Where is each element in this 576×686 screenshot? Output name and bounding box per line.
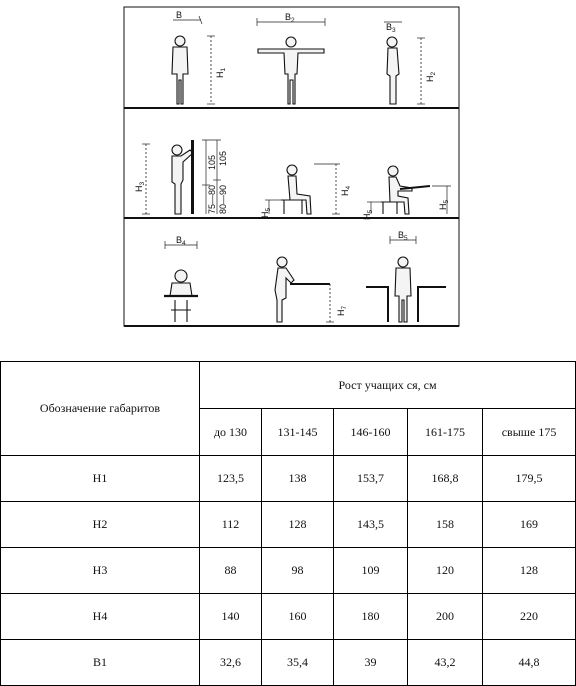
dimension-b3 bbox=[384, 22, 402, 34]
seated-figure-front bbox=[164, 270, 198, 322]
label-b3: $B_3$ bbox=[386, 22, 396, 34]
table-cell: 220 bbox=[483, 594, 576, 640]
table-row bbox=[1, 548, 576, 594]
dimension-h5-seat bbox=[260, 200, 281, 218]
dimension-h4 bbox=[314, 164, 352, 214]
column-header: свыше 175 bbox=[483, 409, 576, 456]
wall-board bbox=[191, 140, 194, 214]
seated-figure bbox=[281, 165, 311, 214]
table-cell: 35,4 bbox=[262, 640, 334, 686]
column-header: 131-145 bbox=[262, 409, 334, 456]
table-cell: 140 bbox=[200, 594, 262, 640]
dimension-h5-desk bbox=[432, 186, 451, 214]
standing-figure-arms-out bbox=[258, 37, 324, 104]
header-dimension-designation: Обозначение габаритов bbox=[1, 362, 200, 456]
row-label: H1 bbox=[1, 456, 200, 502]
table-cell: 128 bbox=[262, 502, 334, 548]
row-label: B1 bbox=[1, 640, 200, 686]
label-h4: $H_4$ bbox=[340, 185, 352, 196]
board-dimensions bbox=[202, 140, 228, 214]
dimension-b2 bbox=[257, 12, 325, 26]
table-cell: 138 bbox=[262, 456, 334, 502]
table-cell: 158 bbox=[408, 502, 483, 548]
table-cell: 120 bbox=[408, 548, 483, 594]
figure-drawing bbox=[0, 0, 576, 340]
table-cell: 160 bbox=[262, 594, 334, 640]
standing-figure-side bbox=[387, 37, 399, 104]
dimension-h1 bbox=[207, 36, 227, 104]
table-cell: 123,5 bbox=[200, 456, 262, 502]
standing-figure-front bbox=[172, 36, 188, 104]
row-label: H4 bbox=[1, 594, 200, 640]
row-label: H2 bbox=[1, 502, 200, 548]
figure-at-counter bbox=[275, 257, 330, 322]
column-header: 161-175 bbox=[408, 409, 483, 456]
table-cell: 143,5 bbox=[334, 502, 408, 548]
dimension-h7 bbox=[326, 284, 348, 322]
label-75-80: 75—80 bbox=[207, 184, 217, 214]
table-row bbox=[1, 640, 576, 686]
table-row bbox=[1, 594, 576, 640]
label-b1: B bbox=[176, 10, 183, 20]
anthropometric-figure bbox=[0, 0, 576, 340]
table-cell: 153,7 bbox=[334, 456, 408, 502]
label-h7: $H_7$ bbox=[336, 305, 348, 316]
column-header: до 130 bbox=[200, 409, 262, 456]
label-h5-a: $H_5$ bbox=[260, 207, 272, 218]
table-cell: 109 bbox=[334, 548, 408, 594]
table-cell: 88 bbox=[200, 548, 262, 594]
row-label: H3 bbox=[1, 548, 200, 594]
table-cell: 128 bbox=[483, 548, 576, 594]
dimension-b1 bbox=[173, 10, 202, 24]
table-cell: 32,6 bbox=[200, 640, 262, 686]
table-row bbox=[1, 456, 576, 502]
table-cell: 169 bbox=[483, 502, 576, 548]
label-105-b: 105 bbox=[218, 150, 228, 166]
label-b2: $B_2$ bbox=[285, 12, 295, 24]
dimension-h2 bbox=[417, 38, 437, 104]
label-80-90: 80—90 bbox=[218, 184, 228, 214]
label-h2: $H_2$ bbox=[425, 71, 437, 82]
label-105-a: 105 bbox=[207, 154, 217, 170]
table-row bbox=[1, 502, 576, 548]
dimension-b5 bbox=[390, 230, 416, 244]
label-h5-b: $H_5$ bbox=[362, 209, 374, 220]
table-cell: 98 bbox=[262, 548, 334, 594]
table-header-row bbox=[1, 362, 576, 409]
column-header: 146-160 bbox=[334, 409, 408, 456]
figure-between-counters bbox=[366, 257, 446, 322]
table-cell: 44,8 bbox=[483, 640, 576, 686]
seated-figure-at-desk bbox=[381, 166, 430, 214]
dimension-b4 bbox=[165, 235, 197, 249]
header-student-height: Рост учащих ся, см bbox=[200, 362, 576, 409]
label-b4: $B_4$ bbox=[176, 235, 186, 247]
table-cell: 180 bbox=[334, 594, 408, 640]
table-cell: 39 bbox=[334, 640, 408, 686]
table-cell: 200 bbox=[408, 594, 483, 640]
label-h3: $H_3$ bbox=[134, 181, 146, 192]
label-b5: $B_5$ bbox=[398, 230, 408, 242]
table-cell: 43,2 bbox=[408, 640, 483, 686]
table-cell: 179,5 bbox=[483, 456, 576, 502]
figure-at-board bbox=[172, 140, 194, 214]
label-h1: $H_1$ bbox=[215, 67, 227, 78]
table-cell: 112 bbox=[200, 502, 262, 548]
dimensions-table bbox=[0, 361, 576, 686]
table-cell: 168,8 bbox=[408, 456, 483, 502]
dimension-h3 bbox=[134, 144, 150, 214]
label-h5-c: $H_5$ bbox=[438, 199, 450, 210]
